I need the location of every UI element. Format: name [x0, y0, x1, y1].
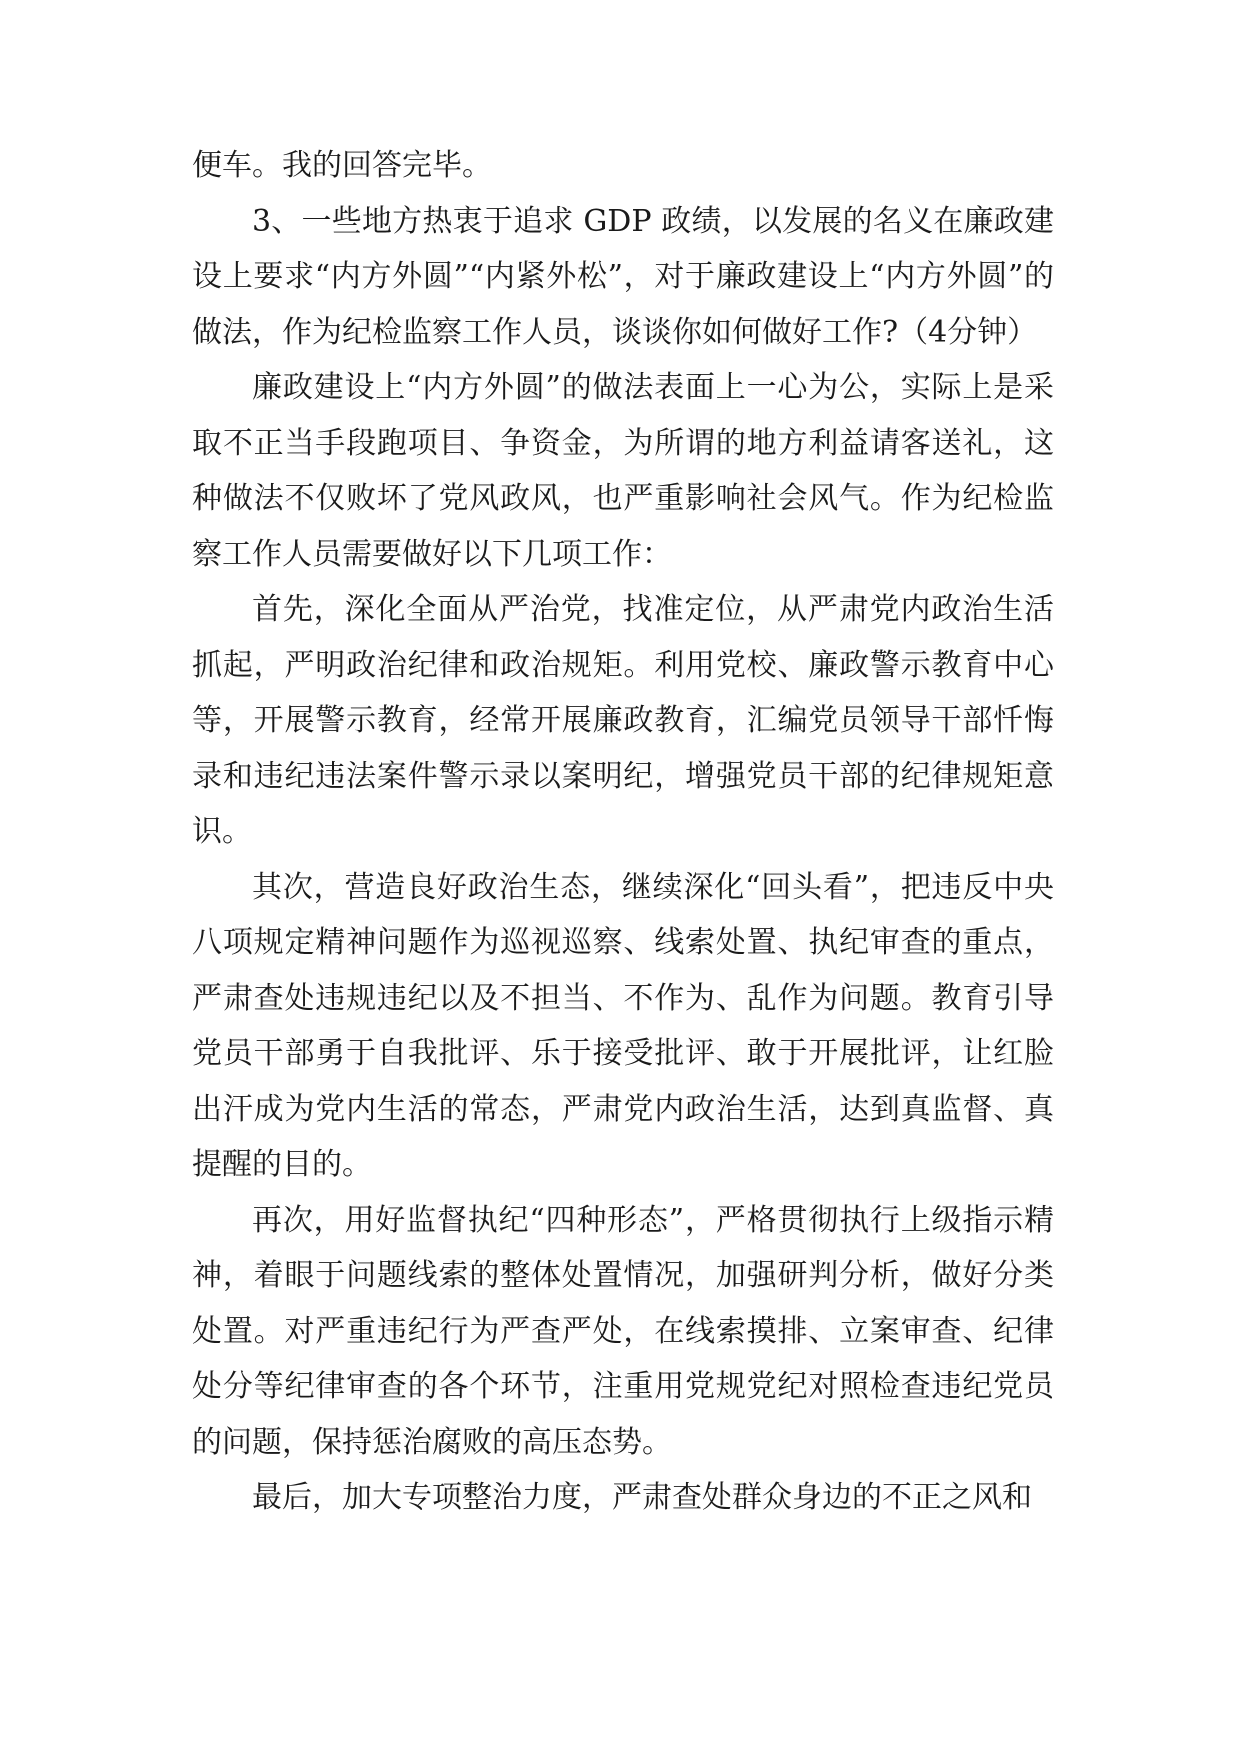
paragraph-answer-intro: 廉政建设上“内方外圆”的做法表面上一心为公，实际上是采取不正当手段跑项目、争资金，为所谓的地方利益请客送礼，这种做法不仅败坏了党风政风，也严重影响社会风气。作为纪检监察工作人员需要做好以下几项工作：: [192, 370, 1054, 572]
paragraph-continuation: 便车。我的回答完毕。: [192, 148, 492, 183]
document-page: [192, 138, 1054, 1526]
paragraph-last-point: 最后，加大专项整治力度，严肃查处群众身边的不正之风和: [252, 1480, 1032, 1515]
paragraph-first-point: 首先，深化全面从严治党，找准定位，从严肃党内政治生活抓起，严明政治纪律和政治规矩。利用党校、廉政警示教育中心等，开展警示教育，经常开展廉政教育，汇编党员领导干部忏悔录和违纪违法案件警示录以案明纪，增强党员干部的纪律规矩意识。: [192, 592, 1054, 849]
paragraph-question-3: 3、一些地方热衷于追求 GDP 政绩，以发展的名义在廉政建设上要求“内方外圆”“内紧外松”，对于廉政建设上“内方外圆”的做法，作为纪检监察工作人员，谈谈你如何做好工作?（4分钟）: [192, 203, 1054, 350]
paragraph-second-point: 其次，营造良好政治生态，继续深化“回头看”，把违反中央八项规定精神问题作为巡视巡察、线索处置、执纪审查的重点，严肃查处违规违纪以及不担当、不作为、乱作为问题。教育引导党员干部勇于自我批评、乐于接受批评、敢于开展批评，让红脸出汗成为党内生活的常态，严肃党内政治生活，达到真监督、真提醒的目的。: [192, 869, 1054, 1182]
paragraph-third-point: 再次，用好监督执纪“四种形态”，严格贯彻执行上级指示精神，着眼于问题线索的整体处置情况，加强研判分析，做好分类处置。对严重违纪行为严查严处，在线索摸排、立案审查、纪律处分等纪律审查的各个环节，注重用党规党纪对照检查违纪党员的问题，保持惩治腐败的高压态势。: [192, 1202, 1054, 1460]
